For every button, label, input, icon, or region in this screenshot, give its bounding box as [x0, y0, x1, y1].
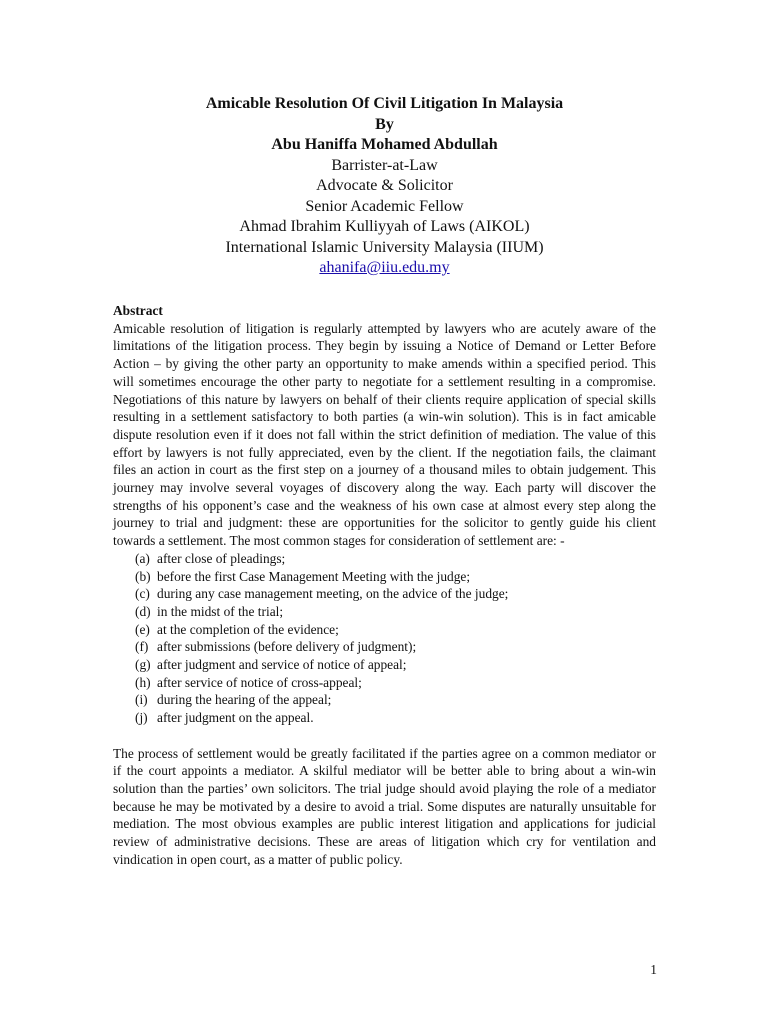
document-title: Amicable Resolution Of Civil Litigation In Malaysia — [205, 95, 564, 112]
title-block — [113, 94, 656, 279]
list-marker: (a) — [135, 550, 150, 566]
credential-line: Ahmad Ibrahim Kulliyyah of Laws (AIKOL) — [239, 218, 530, 235]
list-marker: (b) — [135, 568, 151, 584]
credential-line: Senior Academic Fellow — [305, 197, 464, 215]
paragraph-spacer — [113, 727, 656, 745]
list-item-text: after close of pleadings; — [157, 550, 286, 566]
list-item — [135, 568, 656, 586]
abstract-closing-paragraph: The process of settlement would be greatly facilitated if the parties agree on a common mediator or if the court appoints a mediator. A skilful mediator will be better able to bring about a win-win solution than the parties’ own solicitors. The trial judge should avoid playing the role of a mediator because he may be motivated by a desire to avoid a trial. Some disputes are naturally unsuitable for mediation. The most obvious examples are public interest litigation and applications for judicial review of administrative decisions. These are areas of litigation which cry for ventilation and vindication in open court, as a matter of public policy. — [113, 745, 656, 867]
email-link[interactable]: ahanifa@iiu.edu.my — [319, 259, 450, 276]
list-marker: (j) — [135, 710, 148, 726]
list-item — [135, 638, 656, 656]
list-item-text: after submissions (before delivery of judgment); — [157, 639, 417, 655]
credential-line: Advocate & Solicitor — [316, 177, 453, 194]
abstract-intro-paragraph: Amicable resolution of litigation is regularly attempted by lawyers who are acutely aware of the limitations of the litigation process. They begin by issuing a Notice of Demand or Letter Before Action – by giving the other party an opportunity to make amends within a specified period. This will sometimes encourage the other party to negotiate for a settlement resulting in a compromise. Negotiations of this nature by lawyers on behalf of their clients require application of special skills resulting in a settlement satisfactory to both parties (a win-win solution). This is in fact amicable dispute resolution even if it does not fall within the strict definition of mediation. The value of this effort by lawyers is not fully appreciated, even by the client. If the negotiation fails, the claimant files an action in court as the first step on a journey of a thousand miles to obtain judgement. This journey may involve several voyages of discovery along the way. Each party will discover the strengths of his opponent’s case and the weakness of his own case at almost every step along the journey to trial and judgment: these are opportunities for the solicitor to gently guide his client towards a settlement. The most common stages for consideration of settlement are: - — [113, 320, 656, 549]
page-number: 1 — [650, 962, 657, 977]
list-marker: (g) — [135, 657, 151, 673]
list-item-text: after service of notice of cross-appeal; — [157, 674, 362, 690]
list-item-text: during the hearing of the appeal; — [157, 692, 332, 708]
list-marker: (e) — [135, 621, 150, 637]
list-item-text: after judgment and service of notice of appeal; — [157, 657, 407, 673]
list-marker: (d) — [135, 603, 151, 619]
abstract-heading: Abstract — [113, 303, 163, 318]
list-item — [135, 585, 656, 603]
list-item-text: before the first Case Management Meeting with the judge; — [157, 568, 471, 584]
credential-line: International Islamic University Malaysia (IIUM) — [225, 238, 544, 256]
list-item-text: during any case management meeting, on the advice of the judge; — [157, 586, 509, 602]
list-item — [135, 691, 656, 709]
list-item-text: after judgment on the appeal. — [157, 710, 314, 726]
list-item-text: at the completion of the evidence; — [157, 621, 339, 637]
list-item — [135, 674, 656, 692]
settlement-stages-list — [113, 550, 656, 727]
list-item — [135, 709, 656, 727]
abstract-section — [113, 302, 656, 868]
list-marker: (i) — [135, 692, 148, 708]
list-marker: (c) — [135, 586, 150, 602]
list-marker: (h) — [135, 674, 151, 690]
list-item-text: in the midst of the trial; — [157, 603, 284, 619]
list-marker: (f) — [135, 639, 149, 655]
list-item — [135, 621, 656, 639]
list-item — [135, 603, 656, 621]
by-line: By — [375, 115, 394, 133]
author-name: Abu Haniffa Mohamed Abdullah — [271, 136, 498, 153]
list-item — [135, 656, 656, 674]
list-item — [135, 550, 656, 568]
credential-line: Barrister-at-Law — [331, 156, 438, 174]
